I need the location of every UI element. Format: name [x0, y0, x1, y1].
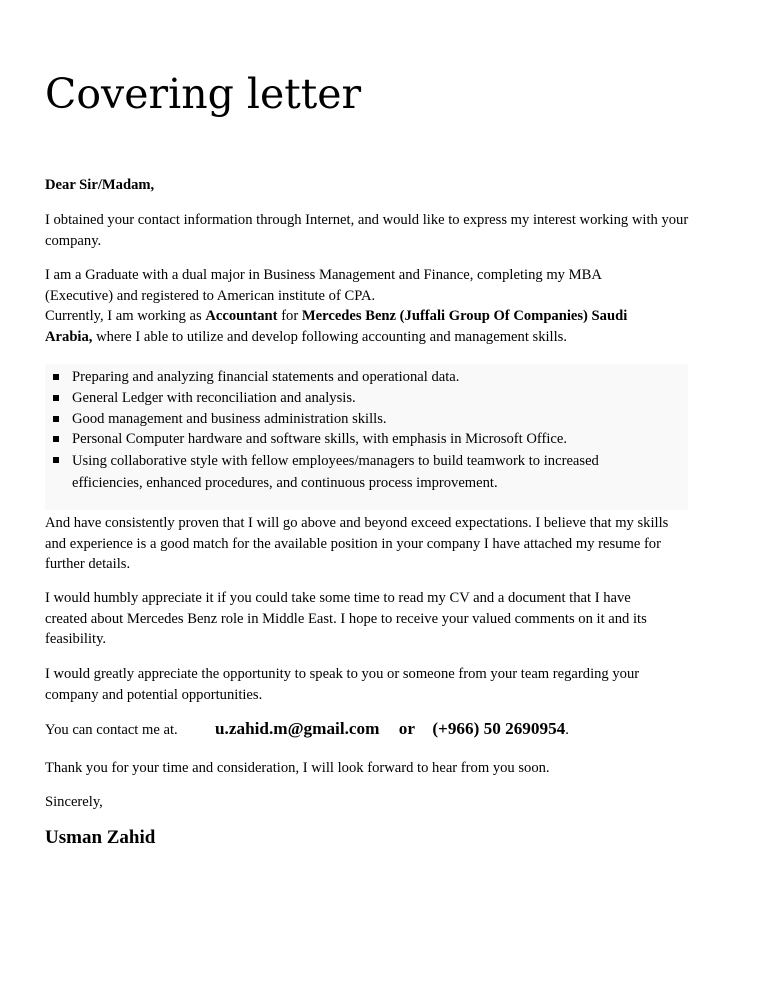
contact-end: . [565, 722, 569, 738]
skill-text: Good management and business administration skills. [72, 410, 387, 427]
working-mid: for [277, 308, 302, 324]
list-item [45, 367, 688, 388]
working-suffix: where I able to utilize and develop following accounting and management skills. [92, 328, 567, 345]
contact-email: u.zahid.m@gmail.com [214, 719, 380, 738]
proven-paragraph: And have consistently proven that I will go above and beyond exceed expectations. I believe that my skills and experience is a good match for the available position in your company I have attached my resume for further details. [45, 515, 669, 572]
bullet-square-icon [53, 374, 59, 380]
contact-phone: (+966) 50 2690954 [432, 719, 566, 738]
signature: Usman Zahid [45, 827, 156, 848]
skill-text: General Ledger with reconciliation and analysis. [72, 389, 356, 406]
contact-or: or [398, 719, 415, 738]
skill-text: Personal Computer hardware and software skills, with emphasis in Microsoft Office. [72, 431, 567, 448]
working-company: Mercedes Benz (Juffali Group Of Companies) Saudi Arabia, [45, 308, 628, 345]
thanks-paragraph: Thank you for your time and consideration, I will look forward to hear from you soon. [45, 760, 550, 776]
skills-list [45, 364, 688, 510]
list-item [45, 388, 688, 409]
list-item [45, 429, 688, 450]
opportunity-paragraph: I would greatly appreciate the opportunity to speak to you or someone from your team regarding your company and potential opportunities. [45, 666, 640, 703]
bullet-square-icon [53, 416, 59, 422]
contact-line [45, 718, 705, 741]
intro-paragraph: I obtained your contact information through Internet, and would like to express my interest working with your company. [45, 212, 689, 249]
contact-label: You can contact me at. [45, 722, 178, 738]
cv-paragraph: I would humbly appreciate it if you could take some time to read my CV and a document that I have created about Mercedes Benz role in Middle East. I hope to receive your valued comments on it and its feasibility. [45, 590, 647, 647]
page-title: Covering letter [45, 70, 362, 118]
list-item [45, 450, 632, 494]
graduate-paragraph: I am a Graduate with a dual major in Business Management and Finance, completing my MBA (Executive) and registered to American institute of CPA. [45, 267, 602, 304]
working-role: Accountant [205, 308, 278, 324]
skill-text: Preparing and analyzing financial statements and operational data. [72, 369, 460, 385]
working-prefix: Currently, I am working as [45, 308, 206, 324]
list-item [45, 409, 688, 430]
salutation: Dear Sir/Madam, [45, 177, 155, 193]
skill-text: Using collaborative style with fellow employees/managers to build teamwork to increased efficiencies, enhanced procedures, and continuous process improvement. [72, 453, 599, 492]
bullet-square-icon [53, 395, 59, 401]
bullet-square-icon [53, 436, 59, 442]
closing: Sincerely, [45, 794, 103, 810]
bullet-square-icon [53, 457, 59, 463]
working-paragraph [45, 306, 665, 347]
